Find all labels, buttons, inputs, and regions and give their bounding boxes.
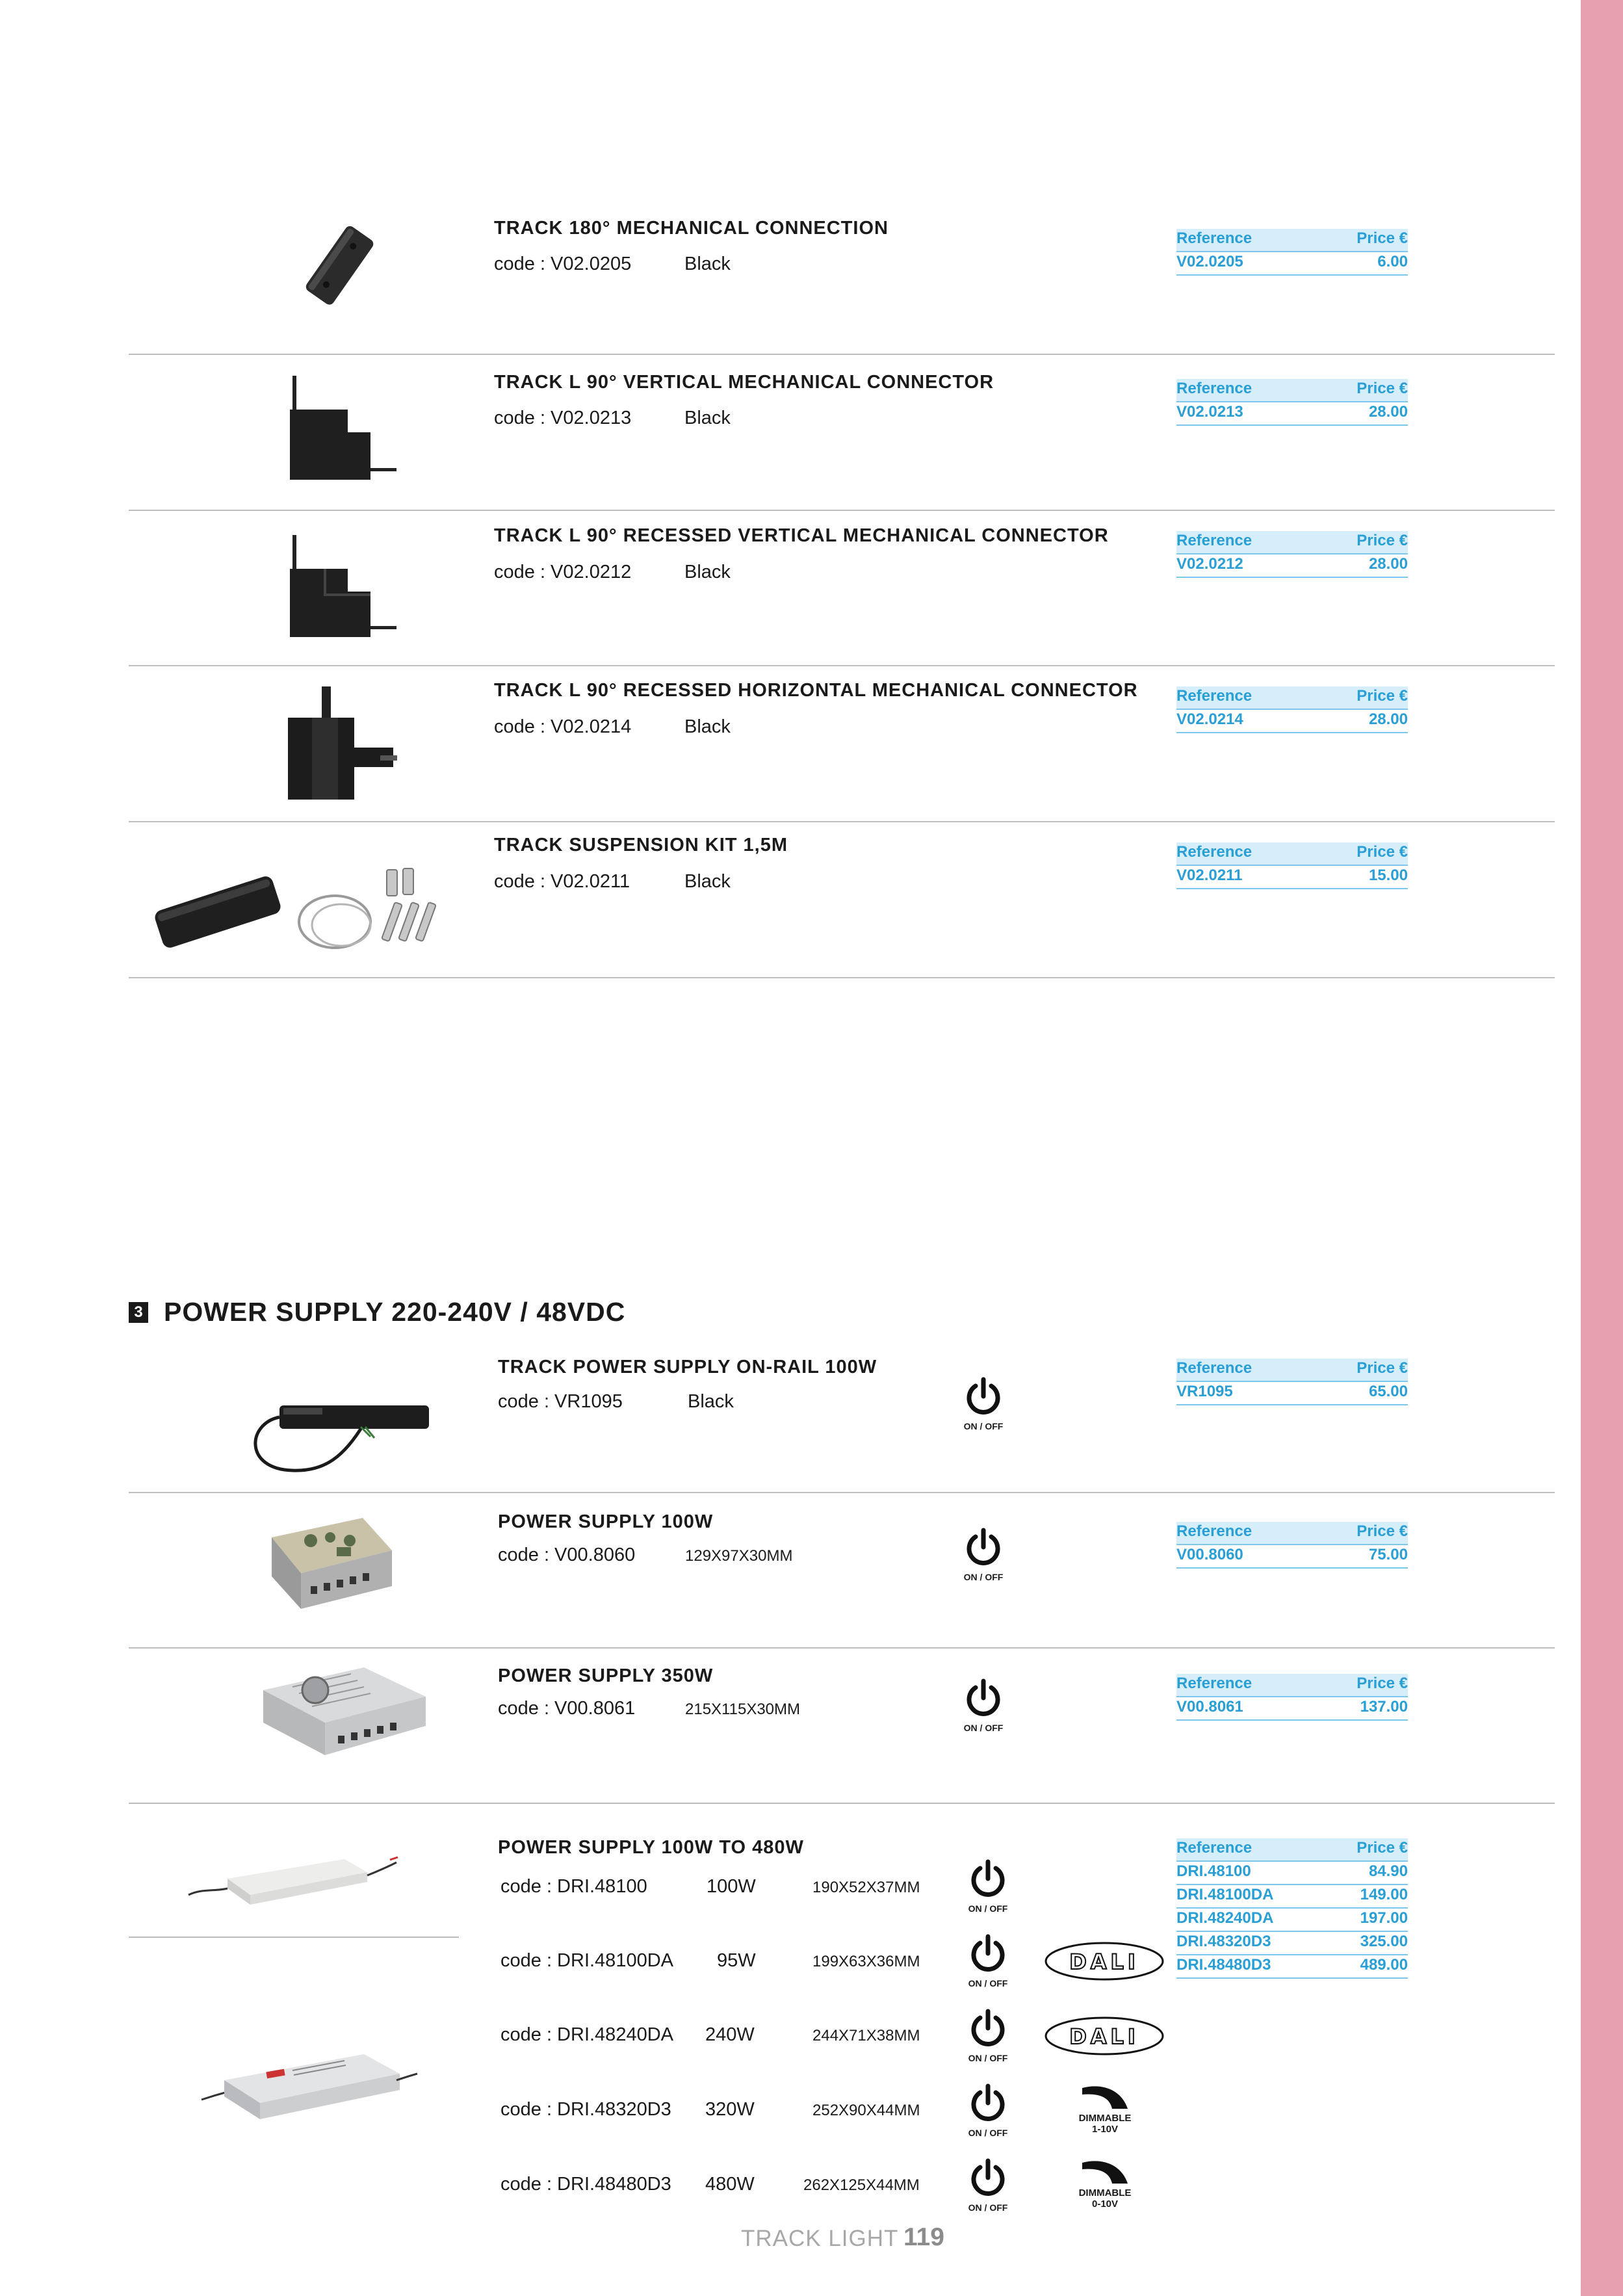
footer-section-label: TRACK LIGHT bbox=[741, 2226, 899, 2251]
product-wattage: 320W bbox=[705, 2099, 755, 2120]
product-color: Black bbox=[684, 408, 731, 428]
on-off-label: ON / OFF bbox=[968, 1903, 1008, 1914]
price-header: Price € bbox=[1357, 380, 1408, 397]
product-code: code : DRI.48240DA bbox=[500, 2024, 673, 2045]
dimmable-label: DIMMABLE bbox=[1078, 2187, 1132, 2198]
reference-value: V02.0213 bbox=[1176, 403, 1243, 421]
reference-value: VR1095 bbox=[1176, 1383, 1233, 1400]
price-table bbox=[1176, 229, 1408, 276]
price-table bbox=[1176, 1674, 1408, 1721]
power-icon bbox=[968, 1934, 1008, 1974]
price-header: Price € bbox=[1357, 1839, 1408, 1857]
product-dimensions: 215X115X30MM bbox=[685, 1701, 800, 1718]
page-number: 119 bbox=[903, 2223, 944, 2251]
reference-value: V02.0205 bbox=[1176, 253, 1243, 270]
price-row bbox=[1176, 1885, 1408, 1909]
reference-value: DRI.48320D3 bbox=[1176, 1933, 1271, 1950]
power-icon bbox=[963, 1528, 1004, 1568]
product-title: TRACK 180° MECHANICAL CONNECTION bbox=[494, 218, 889, 239]
divider bbox=[129, 354, 1555, 355]
on-off-label: ON / OFF bbox=[968, 2053, 1008, 2063]
reference-value: DRI.48100 bbox=[1176, 1862, 1251, 1880]
price-table bbox=[1176, 1838, 1408, 1979]
price-value: 28.00 bbox=[1368, 711, 1408, 728]
price-row bbox=[1176, 1932, 1408, 1955]
product-title: TRACK POWER SUPPLY ON-RAIL 100W bbox=[498, 1357, 877, 1377]
reference-value: V00.8061 bbox=[1176, 1698, 1243, 1715]
product-color: Black bbox=[684, 562, 731, 582]
price-table bbox=[1176, 842, 1408, 889]
reference-value: DRI.48240DA bbox=[1176, 1909, 1274, 1927]
product-dimensions: 199X63X36MM bbox=[812, 1953, 920, 1970]
dimmable-range: 0-10V bbox=[1091, 2198, 1119, 2210]
power-icon bbox=[963, 1377, 1004, 1417]
reference-header: Reference bbox=[1176, 1359, 1253, 1377]
on-off-label: ON / OFF bbox=[968, 2202, 1008, 2213]
price-table bbox=[1176, 1522, 1408, 1569]
product-wattage: 95W bbox=[717, 1950, 756, 1971]
on-off-label: ON / OFF bbox=[963, 1421, 1004, 1431]
product-dimensions: 190X52X37MM bbox=[812, 1879, 920, 1896]
product-code: code : DRI.48100 bbox=[500, 1876, 647, 1897]
divider bbox=[129, 1803, 1555, 1804]
reference-header: Reference bbox=[1176, 1522, 1253, 1540]
product-title: TRACK L 90° RECESSED VERTICAL MECHANICAL CONNECTOR bbox=[494, 525, 1109, 546]
reference-value: V02.0214 bbox=[1176, 711, 1243, 728]
price-value: 15.00 bbox=[1368, 867, 1408, 884]
product-wattage: 240W bbox=[705, 2024, 755, 2045]
product-color: Black bbox=[684, 871, 731, 892]
price-header: Price € bbox=[1357, 843, 1408, 861]
power-icon bbox=[968, 2009, 1008, 2049]
product-code: code : DRI.48480D3 bbox=[500, 2174, 671, 2195]
reference-value: V02.0211 bbox=[1176, 867, 1243, 884]
product-title: POWER SUPPLY 100W bbox=[498, 1511, 714, 1532]
on-off-badge bbox=[952, 2158, 1024, 2213]
price-table bbox=[1176, 531, 1408, 578]
on-off-label: ON / OFF bbox=[968, 2128, 1008, 2138]
power-icon bbox=[968, 2083, 1008, 2124]
product-code: code : DRI.48320D3 bbox=[500, 2099, 671, 2120]
price-value: 28.00 bbox=[1368, 403, 1408, 421]
price-header: Price € bbox=[1357, 687, 1408, 705]
image-separator bbox=[129, 1937, 459, 1938]
product-code: code : V02.0211 bbox=[494, 871, 630, 892]
product-code: code : DRI.48100DA bbox=[500, 1950, 673, 1971]
product-image-power-supply-100w bbox=[259, 1511, 402, 1622]
product-image-l90-recessed-vertical bbox=[286, 530, 400, 644]
price-header: Price € bbox=[1357, 1675, 1408, 1692]
product-title: POWER SUPPLY 350W bbox=[498, 1665, 714, 1686]
dimmable-range: 1-10V bbox=[1091, 2124, 1119, 2135]
dali-logo bbox=[1043, 2015, 1165, 2057]
svg-text:DALI: DALI bbox=[1069, 1950, 1139, 1974]
power-icon bbox=[968, 2158, 1008, 2198]
price-value: 197.00 bbox=[1360, 1909, 1408, 1927]
product-image-suspension-kit bbox=[146, 857, 471, 967]
section-title: POWER SUPPLY 220-240V / 48VDC bbox=[164, 1297, 626, 1327]
product-dimensions: 244X71X38MM bbox=[812, 2027, 920, 2044]
reference-header: Reference bbox=[1176, 380, 1253, 397]
dimmable-badge bbox=[1066, 2080, 1144, 2135]
reference-header: Reference bbox=[1176, 687, 1253, 705]
product-wattage: 480W bbox=[705, 2174, 755, 2195]
product-code: code : V02.0205 bbox=[494, 254, 632, 274]
price-header: Price € bbox=[1357, 1522, 1408, 1540]
product-title: TRACK L 90° VERTICAL MECHANICAL CONNECTOR bbox=[494, 372, 994, 393]
price-value: 325.00 bbox=[1360, 1933, 1408, 1950]
product-code: code : VR1095 bbox=[498, 1391, 623, 1412]
product-dimensions: 129X97X30MM bbox=[685, 1547, 793, 1565]
divider bbox=[129, 977, 1555, 978]
price-value: 75.00 bbox=[1368, 1546, 1408, 1563]
divider bbox=[129, 1492, 1555, 1493]
price-header: Price € bbox=[1357, 229, 1408, 247]
product-image-dri-small bbox=[182, 1843, 403, 1914]
price-value: 489.00 bbox=[1360, 1956, 1408, 1974]
reference-value: V00.8060 bbox=[1176, 1546, 1243, 1563]
section-number: 3 bbox=[129, 1302, 148, 1323]
divider bbox=[129, 821, 1555, 822]
product-title: TRACK SUSPENSION KIT 1,5M bbox=[494, 835, 788, 855]
dri-title: POWER SUPPLY 100W TO 480W bbox=[498, 1837, 804, 1858]
dali-logo bbox=[1043, 1940, 1165, 1982]
price-value: 84.90 bbox=[1368, 1862, 1408, 1880]
price-value: 137.00 bbox=[1360, 1698, 1408, 1715]
price-value: 65.00 bbox=[1368, 1383, 1408, 1400]
price-value: 149.00 bbox=[1360, 1886, 1408, 1903]
price-table bbox=[1176, 686, 1408, 733]
reference-header: Reference bbox=[1176, 1839, 1253, 1857]
on-off-badge bbox=[952, 1934, 1024, 1989]
reference-value: DRI.48100DA bbox=[1176, 1886, 1274, 1903]
product-code: code : V02.0212 bbox=[494, 562, 632, 582]
price-value: 28.00 bbox=[1368, 555, 1408, 573]
power-icon bbox=[968, 1859, 1008, 1899]
product-color: Black bbox=[688, 1391, 734, 1412]
on-off-badge bbox=[948, 1528, 1019, 1582]
price-value: 6.00 bbox=[1377, 253, 1408, 270]
side-color-band bbox=[1581, 0, 1623, 2296]
product-wattage: 100W bbox=[707, 1876, 756, 1897]
reference-value: V02.0212 bbox=[1176, 555, 1243, 573]
reference-header: Reference bbox=[1176, 532, 1253, 549]
price-table bbox=[1176, 1359, 1408, 1405]
product-dimensions: 252X90X44MM bbox=[812, 2102, 920, 2119]
product-code: code : V00.8061 bbox=[498, 1698, 636, 1719]
product-color: Black bbox=[684, 716, 731, 737]
product-image-power-supply-350w bbox=[253, 1661, 432, 1765]
price-row bbox=[1176, 1955, 1408, 1979]
on-off-label: ON / OFF bbox=[963, 1572, 1004, 1582]
on-off-badge bbox=[952, 2083, 1024, 2138]
product-image-on-rail-power-supply bbox=[240, 1398, 435, 1482]
divider bbox=[129, 1647, 1555, 1649]
product-image-l90-recessed-horizontal bbox=[283, 683, 400, 806]
on-off-badge bbox=[948, 1377, 1019, 1431]
dimmable-badge bbox=[1066, 2155, 1144, 2210]
on-off-label: ON / OFF bbox=[963, 1723, 1004, 1733]
dimmer-icon bbox=[1076, 2155, 1134, 2186]
product-color: Black bbox=[684, 254, 731, 274]
product-dimensions: 262X125X44MM bbox=[803, 2176, 920, 2194]
product-title: TRACK L 90° RECESSED HORIZONTAL MECHANICAL CONNECTOR bbox=[494, 680, 1138, 701]
on-off-label: ON / OFF bbox=[968, 1978, 1008, 1989]
price-header: Price € bbox=[1357, 532, 1408, 549]
on-off-badge bbox=[948, 1678, 1019, 1733]
divider bbox=[129, 665, 1555, 666]
price-header: Price € bbox=[1357, 1359, 1408, 1377]
reference-header: Reference bbox=[1176, 1675, 1253, 1692]
price-table bbox=[1176, 379, 1408, 426]
product-code: code : V00.8060 bbox=[498, 1545, 636, 1565]
divider bbox=[129, 510, 1555, 511]
price-row bbox=[1176, 1862, 1408, 1885]
dimmer-icon bbox=[1076, 2080, 1134, 2111]
reference-header: Reference bbox=[1176, 229, 1253, 247]
on-off-badge bbox=[952, 1859, 1024, 1914]
product-code: code : V02.0214 bbox=[494, 716, 632, 737]
product-code: code : V02.0213 bbox=[494, 408, 632, 428]
dimmable-label: DIMMABLE bbox=[1078, 2113, 1132, 2124]
svg-text:DALI: DALI bbox=[1069, 2024, 1139, 2049]
on-off-badge bbox=[952, 2009, 1024, 2063]
price-row bbox=[1176, 1909, 1408, 1932]
reference-value: DRI.48480D3 bbox=[1176, 1956, 1271, 1974]
reference-header: Reference bbox=[1176, 843, 1253, 861]
product-image-dri-large bbox=[195, 2035, 419, 2139]
product-image-180-connection bbox=[296, 221, 387, 312]
power-icon bbox=[963, 1678, 1004, 1719]
product-image-l90-vertical bbox=[286, 371, 400, 484]
